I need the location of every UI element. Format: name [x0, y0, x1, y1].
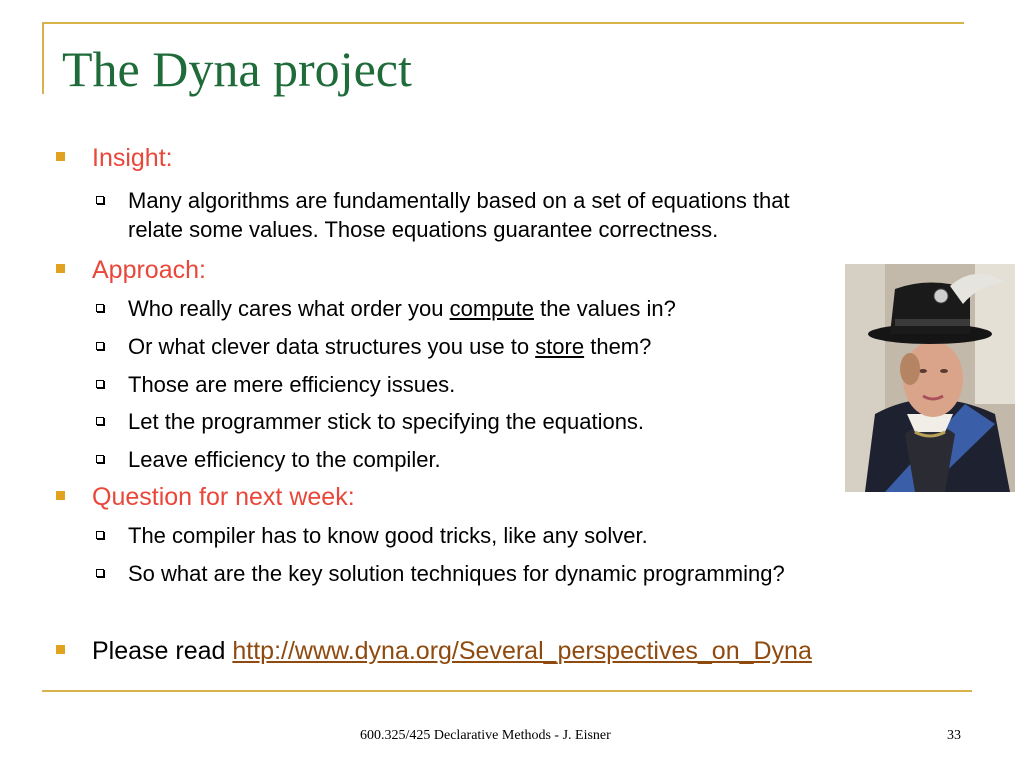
slide-title: The Dyna project [62, 41, 412, 97]
text-part: Who really cares what order you [128, 296, 450, 321]
bullet-question [92, 482, 355, 512]
bullet-please-read [92, 636, 812, 666]
underlined-word: store [535, 334, 585, 359]
bullet-approach [92, 255, 206, 285]
page-number: 33 [947, 728, 961, 743]
hollow-square-bullet-icon [96, 304, 104, 312]
text-part: Or what clever data structures you use to [128, 334, 536, 359]
bullet-text: Insight: [92, 144, 173, 172]
square-bullet-icon [56, 491, 65, 500]
sub-bullet-tricks [128, 521, 648, 550]
square-bullet-icon [56, 264, 65, 273]
hollow-square-bullet-icon [96, 196, 104, 204]
portrait-photo [845, 264, 1015, 492]
text-part: Please read [92, 637, 233, 665]
square-bullet-icon [56, 152, 65, 161]
bullet-text: Those are mere efficiency issues. [128, 372, 456, 397]
hollow-square-bullet-icon [96, 531, 104, 539]
bullet-text: Leave efficiency to the compiler. [128, 447, 441, 472]
sub-bullet-efficiency [128, 370, 455, 399]
sub-bullet-order [128, 294, 676, 323]
sub-bullet-programmer [128, 407, 644, 436]
sub-bullet-compiler [128, 445, 441, 474]
dyna-link[interactable]: http://www.dyna.org/Several_perspectives_on_Dyna [232, 637, 812, 665]
hollow-square-bullet-icon [96, 417, 104, 425]
text-part: them? [584, 334, 652, 359]
portrait-illustration [845, 264, 1015, 492]
bullet-text: Let the programmer stick to specifying the equations. [128, 409, 645, 434]
hollow-square-bullet-icon [96, 569, 104, 577]
sub-bullet-line: Many algorithms are fundamentally based on a set of equations that [128, 188, 790, 213]
sub-bullet-techniques [128, 559, 785, 588]
bullet-insight [92, 143, 173, 173]
underlined-word: compute [449, 296, 534, 321]
bullet-text: Approach: [92, 256, 206, 284]
footer-course: 600.325/425 Declarative Methods - J. Eisner [360, 728, 611, 743]
bullet-text: The compiler has to know good tricks, like any solver. [128, 523, 648, 548]
sub-bullet-structures [128, 332, 651, 361]
bullet-text: Question for next week: [92, 483, 355, 511]
text-part: the values in? [533, 296, 676, 321]
sub-bullet-line: relate some values. Those equations guarantee correctness. [128, 217, 719, 242]
hollow-square-bullet-icon [96, 342, 104, 350]
sub-bullet-algorithms [128, 186, 790, 244]
bullet-text: So what are the key solution techniques for dynamic programming? [128, 561, 785, 586]
hollow-square-bullet-icon [96, 455, 104, 463]
frame-bottom-rule [42, 690, 972, 692]
square-bullet-icon [56, 645, 65, 654]
hollow-square-bullet-icon [96, 380, 104, 388]
